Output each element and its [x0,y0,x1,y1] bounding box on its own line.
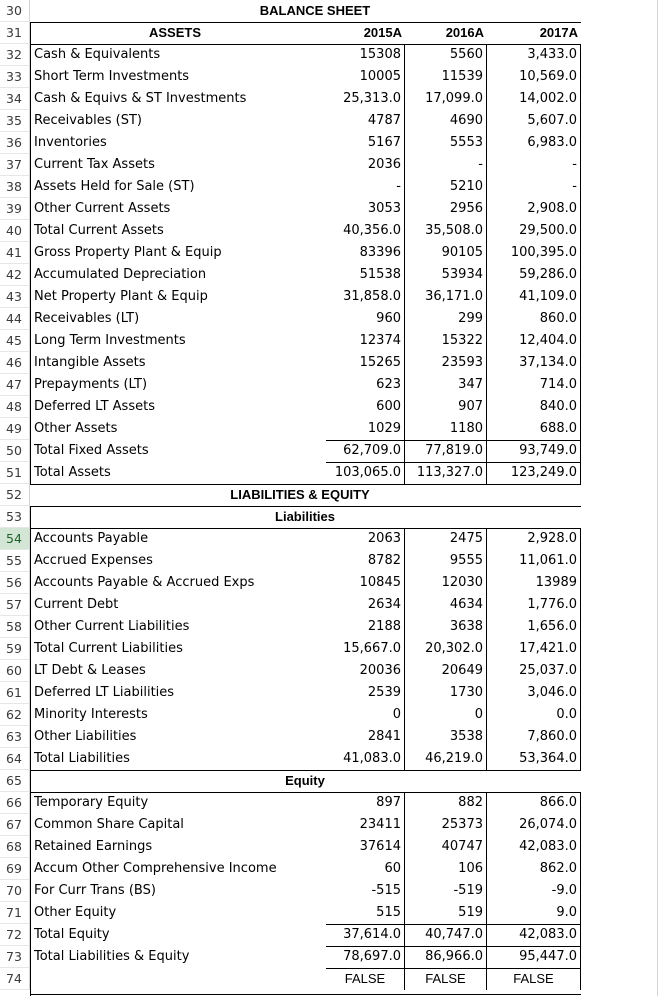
value-cell[interactable]: 46,219.0 [405,748,487,770]
value-cell[interactable]: 26,074.0 [487,814,581,836]
value-cell[interactable]: 2475 [405,528,487,550]
value-cell[interactable]: 299 [405,308,487,330]
value-cell[interactable]: 2063 [326,528,405,550]
row-label-cell[interactable]: Current Debt [34,597,119,612]
table-row[interactable] [0,176,658,198]
value-cell[interactable]: 1,776.0 [487,594,581,616]
value-cell[interactable]: 5,607.0 [487,110,581,132]
value-cell[interactable]: 23411 [326,814,405,836]
table-row[interactable] [0,748,658,770]
section-row[interactable] [0,484,658,506]
value-cell[interactable]: 100,395.0 [487,242,581,264]
value-cell[interactable]: 0 [405,704,487,726]
value-cell[interactable]: 9555 [405,550,487,572]
value-cell[interactable]: 1180 [405,418,487,440]
table-row[interactable] [0,374,658,396]
border-left-liabilities [30,506,31,770]
value-cell[interactable]: - [326,176,405,198]
table-row[interactable] [0,44,658,66]
row-header[interactable]: 56 [0,572,30,594]
row-header[interactable]: 51 [0,462,30,484]
value-cell[interactable]: 2841 [326,726,405,748]
table-row[interactable] [0,594,658,616]
value-cell[interactable]: 42,083.0 [487,836,581,858]
row-header[interactable]: 32 [0,44,30,66]
value-cell[interactable]: 840.0 [487,396,581,418]
row-header[interactable]: 52 [0,484,30,506]
value-cell[interactable]: 13989 [487,572,581,594]
table-row[interactable] [0,902,658,924]
value-cell[interactable]: 25,313.0 [326,88,405,110]
row-label-cell[interactable]: Minority Interests [34,707,148,722]
value-cell[interactable]: 40747 [405,836,487,858]
value-cell[interactable]: 1029 [326,418,405,440]
row-label-cell[interactable]: Total Liabilities [34,751,130,766]
row-label-cell[interactable]: Total Assets [34,465,111,480]
value-cell[interactable]: 3,046.0 [487,682,581,704]
value-cell[interactable]: 53934 [405,264,487,286]
assets-header[interactable]: ASSETS [148,25,201,40]
value-cell[interactable]: 10,569.0 [487,66,581,88]
value-cell[interactable]: 106 [405,858,487,880]
row-label-cell[interactable]: Net Property Plant & Equip [34,289,208,304]
table-row[interactable] [0,396,658,418]
row-header[interactable]: 37 [0,154,30,176]
row-label-cell[interactable]: Other Liabilities [34,729,137,744]
row-label-cell[interactable]: Cash & Equivs & ST Investments [34,91,247,106]
table-row[interactable] [0,132,658,154]
row-header[interactable]: 70 [0,880,30,902]
row-label-cell[interactable]: Accounts Payable & Accrued Exps [34,575,255,590]
value-cell[interactable]: 93,749.0 [487,440,581,462]
value-cell[interactable]: 23593 [405,352,487,374]
value-cell[interactable]: -519 [405,880,487,902]
value-cell[interactable]: 41,109.0 [487,286,581,308]
check-cell[interactable]: FALSE [326,968,405,990]
table-row[interactable] [0,924,658,946]
value-cell[interactable]: 10005 [326,66,405,88]
value-cell[interactable]: 7,860.0 [487,726,581,748]
row-label-cell[interactable]: Temporary Equity [34,795,149,810]
row-label-cell[interactable]: Deferred LT Assets [34,399,155,414]
row-label-cell[interactable]: Prepayments (LT) [34,377,148,392]
value-cell[interactable]: 15,667.0 [326,638,405,660]
table-row[interactable] [0,528,658,550]
row-label-cell[interactable]: Accum Other Comprehensive Income [34,861,277,876]
table-row[interactable] [0,462,658,484]
row-header[interactable]: 45 [0,330,30,352]
table-row[interactable] [0,264,658,286]
column-header-2016a[interactable]: 2016A [445,25,484,40]
value-cell[interactable]: 866.0 [487,792,581,814]
table-row[interactable] [0,308,658,330]
row-header[interactable]: 54 [0,528,30,550]
value-cell[interactable]: 103,065.0 [326,462,405,484]
row-label-cell[interactable]: Intangible Assets [34,355,146,370]
value-cell[interactable]: 347 [405,374,487,396]
value-cell[interactable]: 15265 [326,352,405,374]
value-cell[interactable]: 3053 [326,198,405,220]
row-label-cell[interactable]: Other Assets [34,421,118,436]
value-cell[interactable]: 0 [326,704,405,726]
border-left-equity [30,770,31,996]
row-label-cell[interactable]: Other Current Assets [34,201,171,216]
value-cell[interactable]: 6,983.0 [487,132,581,154]
value-cell[interactable]: 3538 [405,726,487,748]
row-label-cell[interactable]: For Curr Trans (BS) [34,883,156,898]
value-cell[interactable]: 11,061.0 [487,550,581,572]
value-cell[interactable]: 17,099.0 [405,88,487,110]
row-label-cell[interactable]: Cash & Equivalents [34,47,161,62]
value-cell[interactable]: 5210 [405,176,487,198]
value-cell[interactable]: 12,404.0 [487,330,581,352]
check-row[interactable] [0,968,658,990]
value-cell[interactable]: 123,249.0 [487,462,581,484]
value-cell[interactable]: - [405,154,487,176]
row-header[interactable]: 63 [0,726,30,748]
value-cell[interactable]: 897 [326,792,405,814]
value-cell[interactable]: 3,433.0 [487,44,581,66]
value-cell[interactable]: 41,083.0 [326,748,405,770]
sheet-title[interactable]: BALANCE SHEET [259,3,371,18]
value-cell[interactable]: 2,928.0 [487,528,581,550]
value-cell[interactable]: 60 [326,858,405,880]
section-row[interactable] [0,770,658,792]
row-header[interactable]: 33 [0,66,30,88]
border-below-equity-title [30,792,581,793]
table-row[interactable] [0,836,658,858]
equity-header[interactable]: Equity [285,773,325,788]
row-header[interactable]: 30 [0,0,30,22]
value-cell[interactable]: 59,286.0 [487,264,581,286]
value-cell[interactable]: 8782 [326,550,405,572]
value-cell[interactable]: -9.0 [487,880,581,902]
row-label-cell[interactable]: Receivables (ST) [34,113,142,128]
subtotal-line-total [326,462,581,463]
column-header-2015a[interactable]: 2015A [363,25,402,40]
border-below-liab-title [30,528,581,529]
liabilities-equity-header[interactable]: LIABILITIES & EQUITY [230,487,370,502]
table-row[interactable] [0,198,658,220]
row-label-cell[interactable]: Total Fixed Assets [34,443,149,458]
table-row[interactable] [0,704,658,726]
value-cell[interactable]: 20036 [326,660,405,682]
value-cell[interactable]: 12374 [326,330,405,352]
row-header[interactable]: 38 [0,176,30,198]
row-label-cell[interactable]: Total Current Assets [34,223,164,238]
border-below-assets [30,484,581,485]
row-header[interactable]: 47 [0,374,30,396]
row-header[interactable]: 36 [0,132,30,154]
value-cell[interactable]: 15308 [326,44,405,66]
value-cell[interactable]: 90105 [405,242,487,264]
value-cell[interactable]: 78,697.0 [326,946,405,968]
row-header[interactable]: 67 [0,814,30,836]
row-label-cell[interactable]: Short Term Investments [34,69,190,84]
row-header[interactable]: 55 [0,550,30,572]
check-cell[interactable]: FALSE [405,968,487,990]
value-cell[interactable]: 2188 [326,616,405,638]
row-header[interactable]: 72 [0,924,30,946]
value-cell[interactable]: 25,037.0 [487,660,581,682]
value-cell[interactable]: 12030 [405,572,487,594]
value-cell[interactable]: 2956 [405,198,487,220]
value-cell[interactable]: 95,447.0 [487,946,581,968]
row-header[interactable]: 44 [0,308,30,330]
value-cell[interactable]: 42,083.0 [487,924,581,946]
value-cell[interactable]: 4634 [405,594,487,616]
border-below-liabilities [30,770,581,771]
value-cell[interactable]: 5167 [326,132,405,154]
row-label-cell[interactable]: Inventories [34,135,107,150]
row-header[interactable]: 58 [0,616,30,638]
table-row[interactable] [0,242,658,264]
title-row[interactable] [0,0,658,22]
header-row[interactable] [0,22,658,44]
row-header[interactable]: 50 [0,440,30,462]
row-label-cell[interactable]: Total Liabilities & Equity [34,949,190,964]
row-label-cell[interactable]: Accumulated Depreciation [34,267,207,282]
value-cell[interactable]: 5560 [405,44,487,66]
value-cell[interactable]: 31,858.0 [326,286,405,308]
row-label-cell[interactable]: Total Equity [34,927,110,942]
value-cell[interactable]: 11539 [405,66,487,88]
table-row[interactable] [0,66,658,88]
value-cell[interactable]: - [487,176,581,198]
row-header[interactable]: 31 [0,22,30,44]
subtotal-line-lie [326,946,581,947]
table-row[interactable] [0,286,658,308]
row-label-cell[interactable]: Total Current Liabilities [34,641,183,656]
value-cell[interactable]: 10845 [326,572,405,594]
row-header[interactable]: 65 [0,770,30,792]
row-label-cell[interactable]: Accrued Expenses [34,553,153,568]
value-cell[interactable]: 4690 [405,110,487,132]
row-label-cell[interactable]: Other Equity [34,905,117,920]
value-cell[interactable]: 40,356.0 [326,220,405,242]
value-cell[interactable]: 35,508.0 [405,220,487,242]
row-header[interactable]: 60 [0,660,30,682]
border-bottom [30,994,581,995]
value-cell[interactable]: 37,134.0 [487,352,581,374]
value-cell[interactable]: 77,819.0 [405,440,487,462]
row-header[interactable]: 39 [0,198,30,220]
row-label-cell[interactable]: Accounts Payable [34,531,149,546]
value-cell[interactable]: 40,747.0 [405,924,487,946]
value-cell[interactable]: 0.0 [487,704,581,726]
value-cell[interactable]: 17,421.0 [487,638,581,660]
value-cell[interactable]: 9.0 [487,902,581,924]
table-row[interactable] [0,814,658,836]
row-header[interactable]: 66 [0,792,30,814]
table-row[interactable] [0,880,658,902]
row-header[interactable]: 46 [0,352,30,374]
section-row[interactable] [0,506,658,528]
border-top-liabilities [30,506,581,507]
table-row[interactable] [0,220,658,242]
value-cell[interactable]: 519 [405,902,487,924]
value-cell[interactable]: 51538 [326,264,405,286]
value-cell[interactable]: 600 [326,396,405,418]
value-cell[interactable]: 515 [326,902,405,924]
border-below-header [30,44,581,45]
row-header[interactable]: 74 [0,968,30,990]
column-header-2017a[interactable]: 2017A [539,25,578,40]
value-cell[interactable]: 113,327.0 [405,462,487,484]
value-cell[interactable]: 20,302.0 [405,638,487,660]
value-cell[interactable]: 53,364.0 [487,748,581,770]
value-cell[interactable]: 37,614.0 [326,924,405,946]
row-header[interactable]: 59 [0,638,30,660]
value-cell[interactable]: 2,908.0 [487,198,581,220]
table-row[interactable] [0,726,658,748]
table-row[interactable] [0,330,658,352]
row-header[interactable]: 35 [0,110,30,132]
value-cell[interactable]: 907 [405,396,487,418]
row-header[interactable]: 40 [0,220,30,242]
value-cell[interactable]: 5553 [405,132,487,154]
value-cell[interactable]: 20649 [405,660,487,682]
table-row[interactable] [0,858,658,880]
row-header[interactable]: 68 [0,836,30,858]
value-cell[interactable]: 83396 [326,242,405,264]
row-header[interactable]: 61 [0,682,30,704]
value-cell[interactable]: 1,656.0 [487,616,581,638]
value-cell[interactable]: 36,171.0 [405,286,487,308]
row-label-cell[interactable]: Deferred LT Liabilities [34,685,175,700]
table-row[interactable] [0,550,658,572]
value-cell[interactable]: - [487,154,581,176]
row-header[interactable]: 64 [0,748,30,770]
liabilities-header[interactable]: Liabilities [275,509,335,524]
value-cell[interactable]: 623 [326,374,405,396]
row-header[interactable]: 42 [0,264,30,286]
table-row[interactable] [0,418,658,440]
table-row[interactable] [0,946,658,968]
value-cell[interactable]: 714.0 [487,374,581,396]
row-label-cell[interactable]: Retained Earnings [34,839,153,854]
row-label-cell[interactable]: Other Current Liabilities [34,619,190,634]
value-cell[interactable]: 862.0 [487,858,581,880]
table-row[interactable] [0,440,658,462]
value-cell[interactable]: 2036 [326,154,405,176]
row-label-cell[interactable]: Receivables (LT) [34,311,140,326]
value-cell[interactable]: 3638 [405,616,487,638]
row-header[interactable]: 49 [0,418,30,440]
value-cell[interactable]: 29,500.0 [487,220,581,242]
value-cell[interactable]: 960 [326,308,405,330]
row-header[interactable]: 57 [0,594,30,616]
row-label-cell[interactable]: LT Debt & Leases [34,663,146,678]
border-left-assets [30,22,31,484]
row-label-cell[interactable]: Assets Held for Sale (ST) [34,179,195,194]
value-cell[interactable]: 86,966.0 [405,946,487,968]
value-cell[interactable]: 15322 [405,330,487,352]
row-header[interactable]: 69 [0,858,30,880]
value-cell[interactable]: 688.0 [487,418,581,440]
subtotal-line-fixed [326,440,581,441]
row-header[interactable]: 43 [0,286,30,308]
value-cell[interactable]: 25373 [405,814,487,836]
row-label-cell[interactable]: Current Tax Assets [34,157,155,172]
border-top-header [30,22,581,23]
value-cell[interactable]: 2539 [326,682,405,704]
value-cell[interactable]: 4787 [326,110,405,132]
table-row[interactable] [0,660,658,682]
row-header[interactable]: 41 [0,242,30,264]
subtotal-line-check [326,968,581,969]
table-row[interactable] [0,792,658,814]
table-row[interactable] [0,110,658,132]
value-cell[interactable]: 1730 [405,682,487,704]
value-cell[interactable]: 2634 [326,594,405,616]
row-label-cell[interactable]: Gross Property Plant & Equip [34,245,222,260]
row-header[interactable]: 34 [0,88,30,110]
value-cell[interactable]: 860.0 [487,308,581,330]
row-header[interactable]: 48 [0,396,30,418]
row-header[interactable]: 71 [0,902,30,924]
value-cell[interactable]: 14,002.0 [487,88,581,110]
row-header[interactable]: 62 [0,704,30,726]
row-label-cell[interactable]: Common Share Capital [34,817,184,832]
table-row[interactable] [0,352,658,374]
row-label-cell[interactable]: Long Term Investments [34,333,186,348]
table-row[interactable] [0,616,658,638]
check-cell[interactable]: FALSE [487,968,581,990]
table-row[interactable] [0,682,658,704]
value-cell[interactable]: -515 [326,880,405,902]
table-row[interactable] [0,88,658,110]
row-header[interactable]: 53 [0,506,30,528]
table-row[interactable] [0,638,658,660]
table-row[interactable] [0,572,658,594]
value-cell[interactable]: 882 [405,792,487,814]
value-cell[interactable]: 37614 [326,836,405,858]
subtotal-line-equity [326,924,581,925]
row-header[interactable]: 73 [0,946,30,968]
table-row[interactable] [0,154,658,176]
value-cell[interactable]: 62,709.0 [326,440,405,462]
